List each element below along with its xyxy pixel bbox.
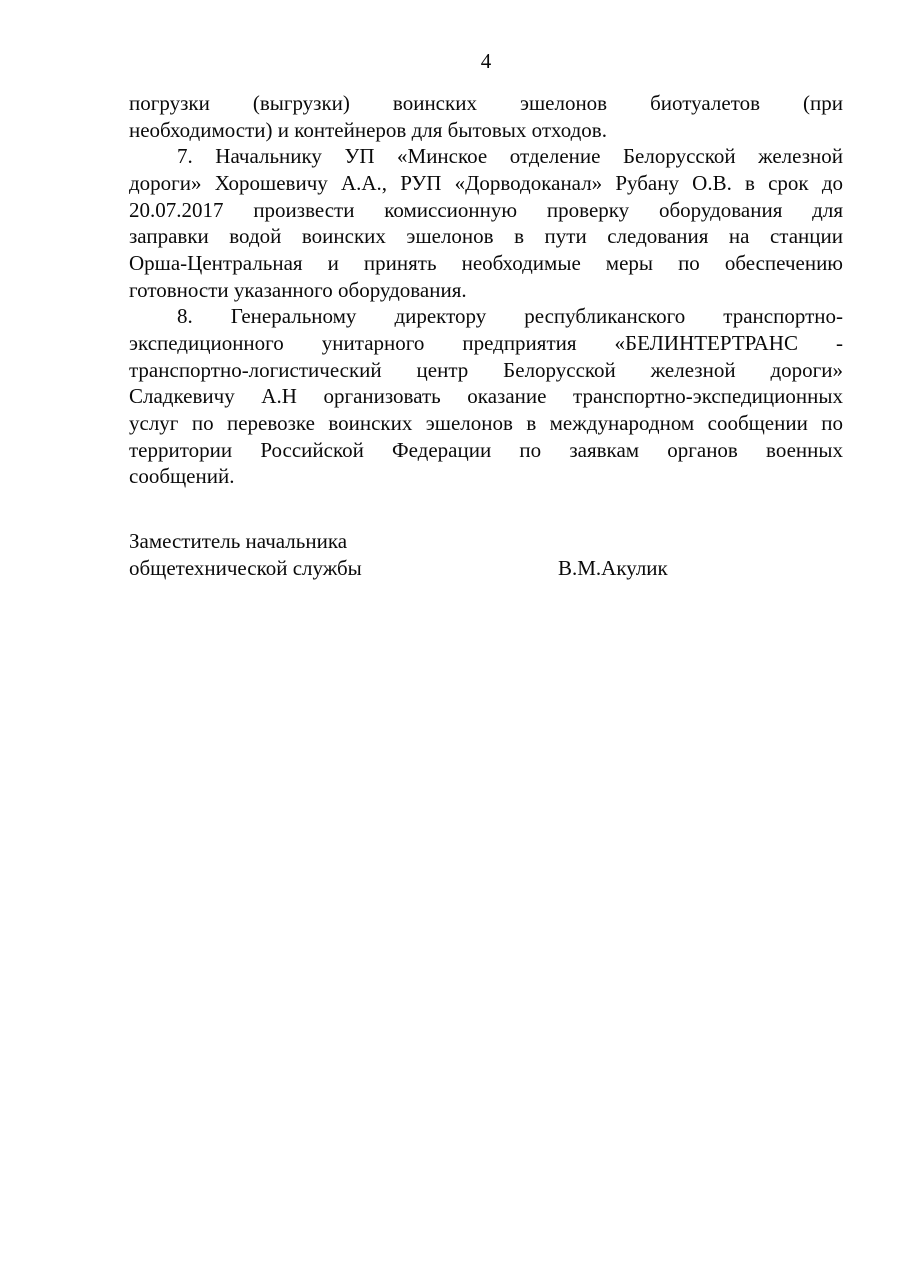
text-line: необходимости) и контейнеров для бытовых отходов. — [129, 117, 607, 142]
text-line: 8. Генеральному директору республиканского транспортно- — [177, 304, 843, 329]
text-line: готовности указанного оборудования. — [129, 277, 467, 302]
text-line: Орша-Центральная и принять необходимые меры по обеспечению — [129, 250, 843, 275]
paragraphs — [129, 90, 843, 490]
signatory-name: В.М.Акулик — [558, 555, 668, 580]
document-body — [129, 90, 843, 581]
paragraph — [129, 303, 843, 490]
text-line: погрузки (выгрузки) воинских эшелонов биотуалетов (при — [129, 91, 843, 115]
text-line: дороги» Хорошевичу А.А., РУП «Дорводоканал» Рубану О.В. в срок до — [129, 170, 843, 195]
text-line: 7. Начальнику УП «Минское отделение Белорусской железной — [177, 144, 843, 169]
signature-block — [129, 528, 843, 581]
text-line: Сладкевичу А.Н организовать оказание транспортно-экспедиционных — [129, 384, 843, 409]
text-line: территории Российской Федерации по заявкам органов военных — [129, 437, 843, 462]
text-line: сообщений. — [129, 464, 235, 489]
paragraph — [129, 143, 843, 303]
text-line: транспортно-логистический центр Белорусской железной дороги» — [129, 357, 843, 382]
page-number: 4 — [480, 49, 492, 73]
text-line: заправки водой воинских эшелонов в пути следования на станции — [129, 224, 843, 249]
signature-position-line-1: Заместитель начальника — [129, 528, 348, 553]
signature-position-line-2 — [129, 555, 843, 582]
text-line: услуг по перевозке воинских эшелонов в международном сообщении по — [129, 410, 843, 435]
paragraph — [129, 90, 843, 143]
text-line: экспедиционного унитарного предприятия «БЕЛИНТЕРТРАНС - — [129, 330, 843, 355]
signature-position-text: общетехнической службы — [129, 555, 362, 580]
text-line: 20.07.2017 произвести комиссионную проверку оборудования для — [129, 197, 843, 222]
